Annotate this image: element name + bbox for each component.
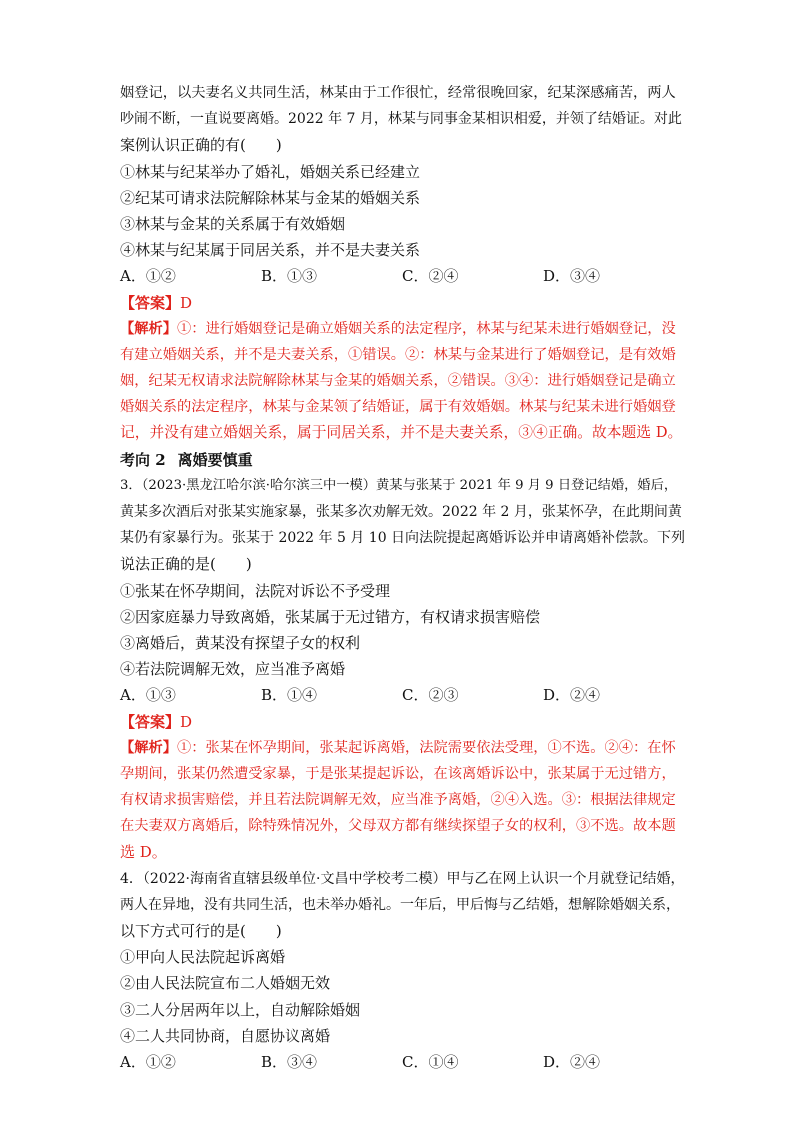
q4-options [120,1053,685,1071]
section-title: 离婚要慎重 [177,450,253,469]
q2-analysis-line: 婚姻关系的法定程序，林某与金某领了结婚证，属于有效婚姻。林某与纪某未进行婚姻登 [120,399,676,416]
q3-answer-label: 【答案】 [120,712,181,731]
q3-analysis-line: 孕期间，张某仍然遭受家暴，于是张某提起诉讼，在该离婚诉讼中，张某属于无过错方， [120,765,676,782]
q3-answer-value: D [180,712,193,731]
q4-stem-line [120,870,685,888]
q4-option-b: B．③④ [261,1052,318,1071]
section-heading [120,451,685,469]
q2-analysis-line [120,320,685,338]
q4-source: （2022·海南省直辖县级单位·文昌中学校考二模） [142,870,447,887]
q2-statements [120,163,685,260]
q2-option-c: C．②④ [402,267,459,286]
q3-option-d: D．②④ [543,686,601,705]
q2-analysis [120,320,685,443]
q2-statement: ③林某与金某的关系属于有效婚姻 [120,214,346,233]
q3-analysis-line [120,739,685,757]
q3-analysis-line: 在夫妻双方离婚后，除特殊情况外，父母双方都有继续探望子女的权利，③不选。故本题 [120,818,676,835]
q4-number: 4． [120,870,143,887]
q2-statement: ①林某与纪某举办了婚礼，婚姻关系已经建立 [120,162,421,181]
q3-stem [120,477,685,574]
q4-stem-line: 两人在异地，没有共同生活，也未举办婚礼。一年后，甲后悔与乙结婚，想解除婚姻关系， [120,896,680,913]
q3-option-c: C．②③ [402,686,459,705]
q3-option-b: B．①④ [261,686,318,705]
q2-analysis-line: 有建立婚姻关系，并不是夫妻关系，①错误。②：林某与金某进行了婚姻登记，是有效婚 [120,346,676,363]
q2-analysis-label: 【解析】 [120,320,178,337]
q2-option-a: A．①② [120,267,176,286]
q3-stem-line: 某仍有家暴行为。张某于 2022 年 5 月 10 日向法院提起离婚诉讼并申请离婚补偿款。下列 [120,530,686,547]
q3-statement: ①张某在怀孕期间，法院对诉讼不予受理 [120,581,391,600]
q2-options [120,267,685,285]
q3-analysis-line: 有权请求损害赔偿，并且若法院调解无效，应当准予离婚，②④入选。③：根据法律规定 [120,792,676,809]
q4-stem-line: 以下方式可行的是( ) [120,922,282,940]
q4-stem [120,870,685,940]
q3-analysis-text: ①：张某在怀孕期间，张某起诉离婚，法院需要依法受理，①不选。②④：在怀 [177,739,676,756]
q3-option-a: A．①③ [120,686,176,705]
q2-answer [120,294,685,312]
q4-statement: ②由人民法院宣布二人婚姻无效 [120,974,331,993]
q2-analysis-text: ①：进行婚姻登记是确立婚姻关系的法定程序，林某与纪某未进行婚姻登记，没 [177,320,676,337]
q4-option-c: C．①④ [402,1052,459,1071]
section-label: 考向 2 [120,450,166,469]
q2-option-d: D．③④ [543,267,601,286]
q4-stem-first: 甲与乙在网上认识一个月就登记结婚， [446,870,685,887]
q2-answer-label: 【答案】 [120,293,181,312]
q3-analysis [120,739,685,862]
q4-option-a: A．①② [120,1052,176,1071]
q2-option-b: B．①③ [261,267,318,286]
q2-answer-value: D [180,293,193,312]
q3-stem-first: 黄某与张某于 2021 年 9 月 9 日登记结婚，婚后， [375,477,678,493]
q4-statement: ①甲向人民法院起诉离婚 [120,948,286,967]
q2-analysis-line: 姻，纪某无权请求法院解除林某与金某的婚姻关系，②错误。③④：进行婚姻登记是确立 [120,373,676,390]
q2-stem [120,84,685,154]
q2-analysis-line: 记，并没有建立婚姻关系，属于同居关系，并不是夫妻关系，③④正确。故本题选 D。 [120,424,683,442]
q3-analysis-line: 选 D。 [120,843,167,862]
q3-statements [120,582,685,679]
q3-stem-line: 黄某多次酒后对张某实施家暴，张某多次劝解无效。2022 年 2 月，张某怀孕，在此期间黄 [120,504,682,520]
q2-stem-line: 案例认识正确的有( ) [120,136,282,155]
document-page [120,84,685,1079]
q4-option-d: D．②④ [543,1052,601,1071]
q2-stem-line: 姻登记，以夫妻名义共同生活，林某由于工作很忙，经常很晚回家，纪某深感痛苦，两人 [120,85,676,101]
q3-number: 3． [120,477,142,493]
q4-statement: ③二人分居两年以上，自动解除婚姻 [120,1000,361,1019]
q3-stem-line [120,477,685,495]
q2-statement: ②纪某可请求法院解除林某与金某的婚姻关系 [120,188,421,207]
q3-statement: ③离婚后，黄某没有探望子女的权利 [120,633,361,652]
q4-statement: ④二人共同协商，自愿协议离婚 [120,1026,331,1045]
q2-stem-line: 吵闹不断，一直说要离婚。2022 年 7 月，林某与同事金某相识相爱，并领了结婚证。对此 [120,111,682,128]
q3-statement: ④若法院调解无效，应当准予离婚 [120,660,346,679]
q3-stem-line: 说法正确的是( ) [120,555,252,574]
q3-source: （2023·黑龙江哈尔滨·哈尔滨三中一模） [141,477,376,493]
q4-statements [120,948,685,1045]
q3-analysis-label: 【解析】 [120,739,178,756]
q2-statement: ④林某与纪某属于同居关系，并不是夫妻关系 [120,241,421,260]
q3-answer [120,713,685,731]
q3-statement: ②因家庭暴力导致离婚，张某属于无过错方，有权请求损害赔偿 [120,607,541,626]
q3-options [120,686,685,704]
